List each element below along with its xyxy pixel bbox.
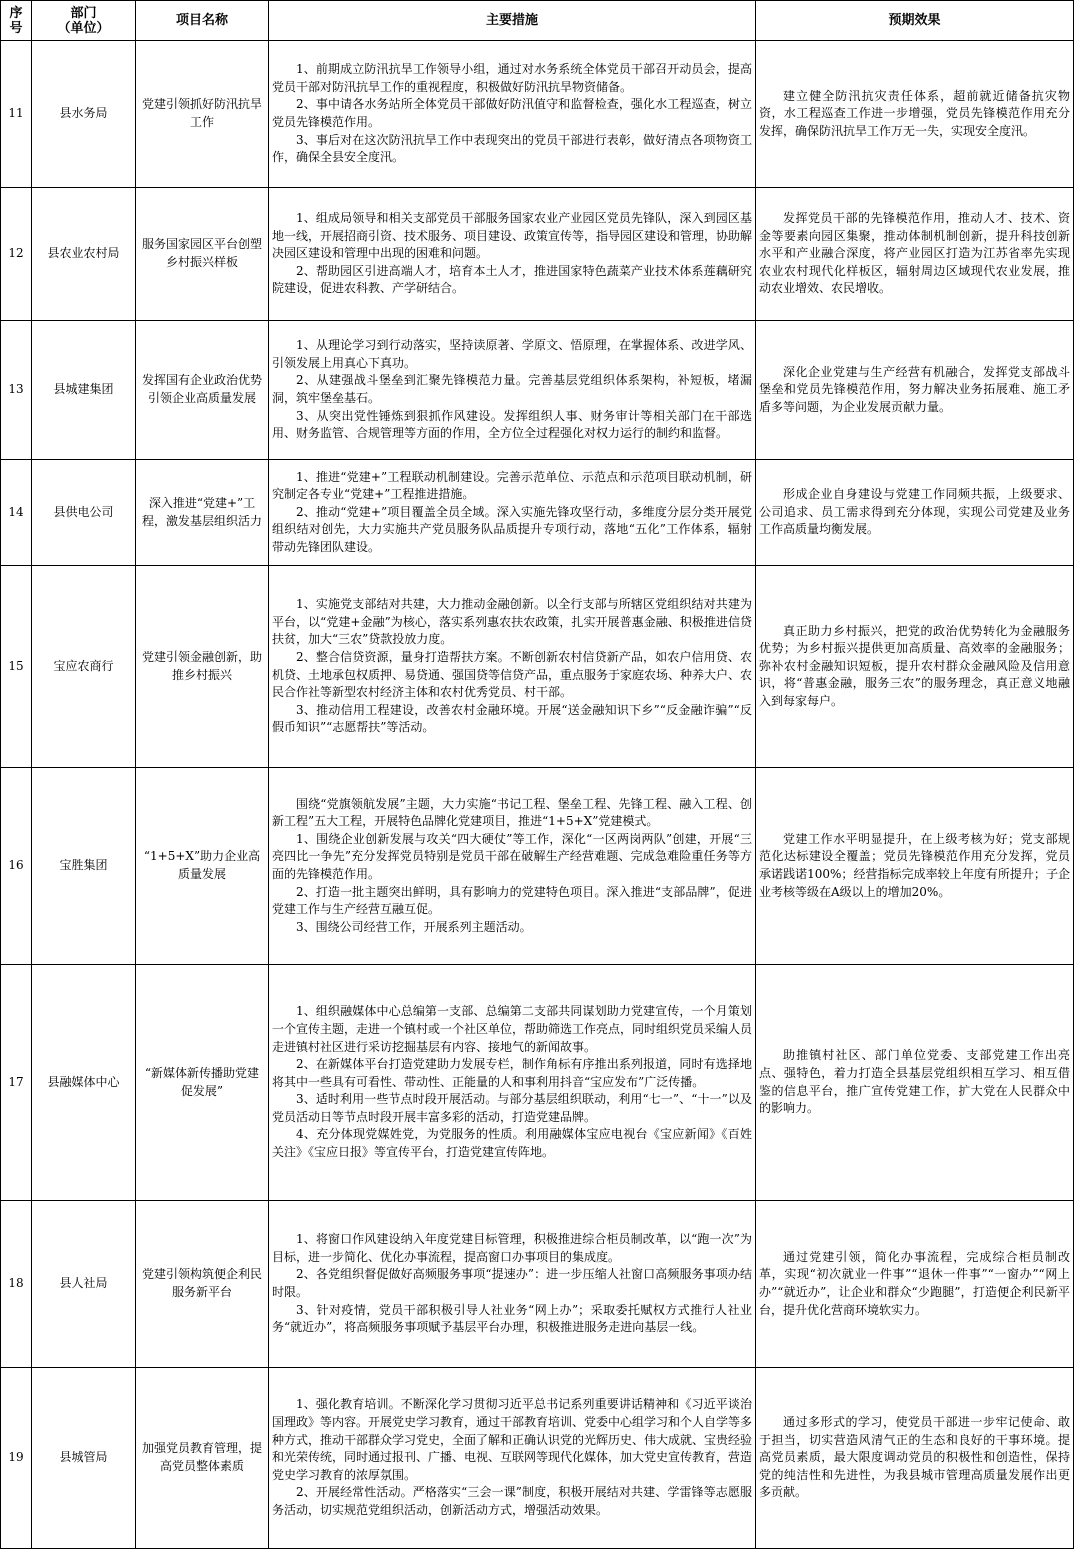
expected-effect: 建立健全防汛抗灾责任体系，超前就近储备抗灾物资，水工程巡查工作进一步增强，党员先锋模范作用充分发挥，确保防汛抗旱工作万无一失，实现安全度汛。 bbox=[756, 41, 1074, 188]
department: 县融媒体中心 bbox=[32, 965, 136, 1201]
row-number: 13 bbox=[1, 321, 32, 460]
header-dept-line2: （单位） bbox=[57, 20, 110, 36]
measure-item: 3、围绕公司经营工作，开展系列主题活动。 bbox=[296, 919, 532, 934]
measures bbox=[269, 41, 756, 188]
measure-item: 2、开展经常性活动。严格落实“三会一课”制度，积极开展结对共建、学雷锋等志愿服务活动，切实规范党组织活动，创新活动方式，增强活动效果。 bbox=[272, 1485, 752, 1517]
row-number: 14 bbox=[1, 460, 32, 566]
project-name: 深入推进“党建+”工程，激发基层组织活力 bbox=[136, 460, 269, 566]
row-number: 12 bbox=[1, 188, 32, 321]
header-effect: 预期效果 bbox=[756, 1, 1074, 41]
measure-item: 4、充分体现党媒姓党，为党服务的性质。利用融媒体宝应电视台《宝应新闻》《百姓关注》《宝应日报》等宣传平台，打造党建宣传阵地。 bbox=[272, 1127, 752, 1160]
project-name: 党建引领构筑便企利民服务新平台 bbox=[136, 1201, 269, 1368]
table-row bbox=[1, 460, 1074, 566]
table-row bbox=[1, 188, 1074, 321]
department: 县城管局 bbox=[32, 1368, 136, 1549]
measure-item: 3、从突出党性锤炼到狠抓作风建设。发挥组织人事、财务审计等相关部门在干部选用、财务监管、合规管理等方面的作用，全方位全过程强化对权力运行的制约和监督。 bbox=[272, 408, 752, 441]
measure-item: 3、适时利用一些节点时段开展活动。与部分基层组织联动，利用“七一”、“十一”以及党员活动日等节点时段开展丰富多彩的活动，打造党建品牌。 bbox=[272, 1092, 752, 1124]
header-project: 项目名称 bbox=[136, 1, 269, 41]
table-row bbox=[1, 41, 1074, 188]
measures bbox=[269, 965, 756, 1201]
measures bbox=[269, 321, 756, 460]
expected-effect: 真正助力乡村振兴，把党的政治优势转化为金融服务优势；为乡村振兴提供更加高质量、高效率的金融服务；弥补农村金融知识短板，提升农村群众金融风险及信用意识，将“普惠金融，服务三农”的服务理念，真正意义地融入到每家每户。 bbox=[756, 566, 1074, 768]
measures bbox=[269, 1201, 756, 1368]
header-measures: 主要措施 bbox=[269, 1, 756, 41]
department: 县水务局 bbox=[32, 41, 136, 188]
table-row bbox=[1, 965, 1074, 1201]
project-name: 加强党员教育管理，提高党员整体素质 bbox=[136, 1368, 269, 1549]
project-name: 党建引领金融创新，助推乡村振兴 bbox=[136, 566, 269, 768]
measure-item: 1、实施党支部结对共建，大力推动金融创新。以全行支部与所辖区党组织结对共建为平台，以“党建+金融”为核心，落实系列惠农扶农政策，扎实开展普惠金融、积极推进信贷扶贫，加大“三农”贷款投放力度。 bbox=[272, 597, 752, 647]
expected-effect: 形成企业自身建设与党建工作同频共振，上级要求、公司追求、员工需求得到充分体现，实现公司党建及业务工作高质量均衡发展。 bbox=[756, 460, 1074, 566]
measure-item: 2、帮助园区引进高端人才，培育本土人才，推进国家特色蔬菜产业技术体系莲藕研究院建设，促进农科教、产学研结合。 bbox=[272, 263, 752, 296]
measure-item: 3、推动信用工程建设，改善农村金融环境。开展“送金融知识下乡”“反金融诈骗”“反假币知识”“志愿帮扶”等活动。 bbox=[272, 702, 752, 735]
measure-item: 2、在新媒体平台打造党建助力发展专栏，制作角标有序推出系列报道，同时有选择地将其中一些具有可看性、带动性、正能量的人和事利用抖音“宝应发布”广泛传播。 bbox=[272, 1057, 752, 1089]
expected-effect: 通过党建引领，简化办事流程，完成综合柜员制改革，实现“初次就业一件事”“退休一件事”“一窗办”“网上办”“就近办”，让企业和群众“少跑腿”，打造便企利民新平台，提升优化营商环境软实力。 bbox=[756, 1201, 1074, 1368]
measure-item: 3、事后对在这次防汛抗旱工作中表现突出的党员干部进行表彰，做好清点各项物资工作，确保全县安全度汛。 bbox=[272, 132, 752, 165]
header-seq-line2: 号 bbox=[9, 20, 23, 36]
department: 县供电公司 bbox=[32, 460, 136, 566]
measure-item: 2、从建强战斗堡垒到汇聚先锋模范力量。完善基层党组织体系架构，补短板，堵漏洞，筑牢堡垒基石。 bbox=[272, 373, 752, 405]
measures bbox=[269, 566, 756, 768]
project-name: 服务国家园区平台创塑乡村振兴样板 bbox=[136, 188, 269, 321]
table-row bbox=[1, 768, 1074, 965]
measures bbox=[269, 768, 756, 965]
row-number: 17 bbox=[1, 965, 32, 1201]
expected-effect: 通过多形式的学习，使党员干部进一步牢记使命、敢于担当，切实营造风清气正的生态和良好的干事环境。提高党员素质，最大限度调动党员的积极性和创造性，保持党的纯洁性和先进性，为我县城市管理高质量发展作出更多贡献。 bbox=[756, 1368, 1074, 1549]
measure-item: 2、整合信贷资源，量身打造帮扶方案。不断创新农村信贷新产品，如农户信用贷、农机贷、土地承包权质押、易贷通、强国贷等信贷产品，重点服务于家庭农场、种养大户、农民合作社等新型农村经济主体和农村优秀党员、村干部。 bbox=[272, 649, 753, 700]
measure-item: 1、强化教育培训。不断深化学习贯彻习近平总书记系列重要讲话精神和《习近平谈治国理政》等内容。开展党史学习教育，通过干部教育培训、党委中心组学习和个人自学等多种方式，推动干部群众学习党史，全面了解和正确认识党的光辉历史、伟大成就、宝贵经验和光荣传统，同时通过报刊、广播、电视、互联网等现代化媒体，加大党史宣传教育，营造党史学习教育的浓厚氛围。 bbox=[272, 1397, 753, 1482]
row-number: 16 bbox=[1, 768, 32, 965]
measure-item: 3、针对疫情，党员干部积极引导人社业务“网上办”；采取委托赋权方式推行人社业务“就近办”，将高频服务事项赋予基层平台办理，积极推进服务走进向基层一线。 bbox=[272, 1302, 752, 1335]
row-number: 15 bbox=[1, 566, 32, 768]
measure-item: 2、事中请各水务站所全体党员干部做好防汛值守和监督检查，强化水工程巡查，树立党员先锋模范作用。 bbox=[272, 97, 752, 129]
department: 宝应农商行 bbox=[32, 566, 136, 768]
project-name: 发挥国有企业政治优势 引领企业高质量发展 bbox=[136, 321, 269, 460]
project-name: “1+5+X”助力企业高质量发展 bbox=[136, 768, 269, 965]
measure-item: 2、打造一批主题突出鲜明，具有影响力的党建特色项目。深入推进“支部品牌”，促进党建工作与生产经营互融互促。 bbox=[272, 884, 752, 917]
row-number: 18 bbox=[1, 1201, 32, 1368]
table-row bbox=[1, 321, 1074, 460]
table-row bbox=[1, 1201, 1074, 1368]
row-number: 19 bbox=[1, 1368, 32, 1549]
measure-item: 1、将窗口作风建设纳入年度党建目标管理，积极推进综合柜员制改革，以“跑一次”为目标，进一步简化、优化办事流程，提高窗口办事项目的集成度。 bbox=[272, 1232, 752, 1264]
department: 县人社局 bbox=[32, 1201, 136, 1368]
header-row bbox=[1, 1, 1074, 41]
project-name: 党建引领抓好防汛抗旱工作 bbox=[136, 41, 269, 188]
measure-item: 围绕“党旗领航发展”主题，大力实施“书记工程、堡垒工程、先锋工程、融入工程、创新工程”五大工程，开展特色品牌化党建项目，推进“1+5+X”党建模式。 bbox=[272, 796, 752, 829]
measures bbox=[269, 1368, 756, 1549]
measure-item: 1、围绕企业创新发展与攻关“四大硬仗”等工作，深化“一区两岗两队”创建，开展“三亮四比一争先”充分发挥党员特别是党员干部在破解生产经营难题、完成急难险重任务等方面的先锋模范作用。 bbox=[272, 831, 752, 881]
measure-item: 2、各党组织督促做好高频服务事项“提速办”：进一步压缩人社窗口高频服务事项办结时限。 bbox=[272, 1267, 752, 1299]
department: 县城建集团 bbox=[32, 321, 136, 460]
measure-item: 1、前期成立防汛抗旱工作领导小组，通过对水务系统全体党员干部召开动员会，提高党员干部对防汛抗旱工作的重视程度，积极做好防汛抗旱物资储备。 bbox=[272, 62, 752, 94]
measure-item: 1、推进“党建+”工程联动机制建设。完善示范单位、示范点和示范项目联动机制，研究制定各专业“党建+”工程推进措施。 bbox=[272, 469, 752, 502]
expected-effect: 党建工作水平明显提升，在上级考核为好；党支部规范化达标建设全覆盖；党员先锋模范作用充分发挥，党员承诺践诺100%；经营指标完成率较上年度有所提升；子企业考核等级在A级以上的增加20%。 bbox=[756, 768, 1074, 965]
project-name: “新媒体新传播助党建促发展” bbox=[136, 965, 269, 1201]
measure-item: 1、组织融媒体中心总编第一支部、总编第二支部共同谋划助力党建宣传，一个月策划一个宣传主题，走进一个镇村或一个社区单位，帮助筛选工作亮点，同时组织党员采编人员走进镇村社区进行采访挖掘基层有内容、接地气的新闻故事。 bbox=[272, 1004, 753, 1054]
measures bbox=[269, 460, 756, 566]
expected-effect: 助推镇村社区、部门单位党委、支部党建工作出亮点、强特色，着力打造全县基层党组织相互学习、相互借鉴的信息平台，推广宣传党建工作，扩大党在人民群众中的影响力。 bbox=[756, 965, 1074, 1201]
department: 宝胜集团 bbox=[32, 768, 136, 965]
measure-item: 1、从理论学习到行动落实，坚持读原著、学原文、悟原理，在掌握体系、改进学风、引领发展上用真心下真功。 bbox=[272, 338, 752, 370]
header-seq-line1: 序 bbox=[9, 5, 23, 21]
table-row bbox=[1, 1368, 1074, 1549]
expected-effect: 深化企业党建与生产经营有机融合，发挥党支部战斗堡垒和党员先锋模范作用，努力解决业务拓展难、施工矛盾多等问题，为企业发展贡献力量。 bbox=[756, 321, 1074, 460]
measure-item: 1、组成局领导和相关支部党员干部服务国家农业产业园区党员先锋队，深入到园区基地一线，开展招商引资、技术服务、项目建设、政策宣传等，指导园区建设和管理，协助解决园区建设和管理中出现的困难和问题。 bbox=[272, 211, 753, 261]
department: 县农业农村局 bbox=[32, 188, 136, 321]
header-dept bbox=[32, 1, 136, 41]
expected-effect: 发挥党员干部的先锋模范作用，推动人才、技术、资金等要素向园区集聚，推动体制机制创新，提升科技创新水平和产业融合深度，将产业园区打造为江苏省率先实现农业农村现代化样板区，辐射周边区域现代农业发展，推动农业增效、农民增收。 bbox=[756, 188, 1074, 321]
header-seq bbox=[1, 1, 32, 41]
measure-item: 2、推动“党建+”项目覆盖全员全域。深入实施先锋攻坚行动，多维度分层分类开展党组织结对创先，大力实施共产党员服务队品质提升专项行动，落地“五化”工作体系，辐射带动先锋团队建设。 bbox=[272, 504, 752, 554]
measures bbox=[269, 188, 756, 321]
row-number: 11 bbox=[1, 41, 32, 188]
header-dept-line1: 部门 bbox=[70, 5, 97, 21]
table-row bbox=[1, 566, 1074, 768]
